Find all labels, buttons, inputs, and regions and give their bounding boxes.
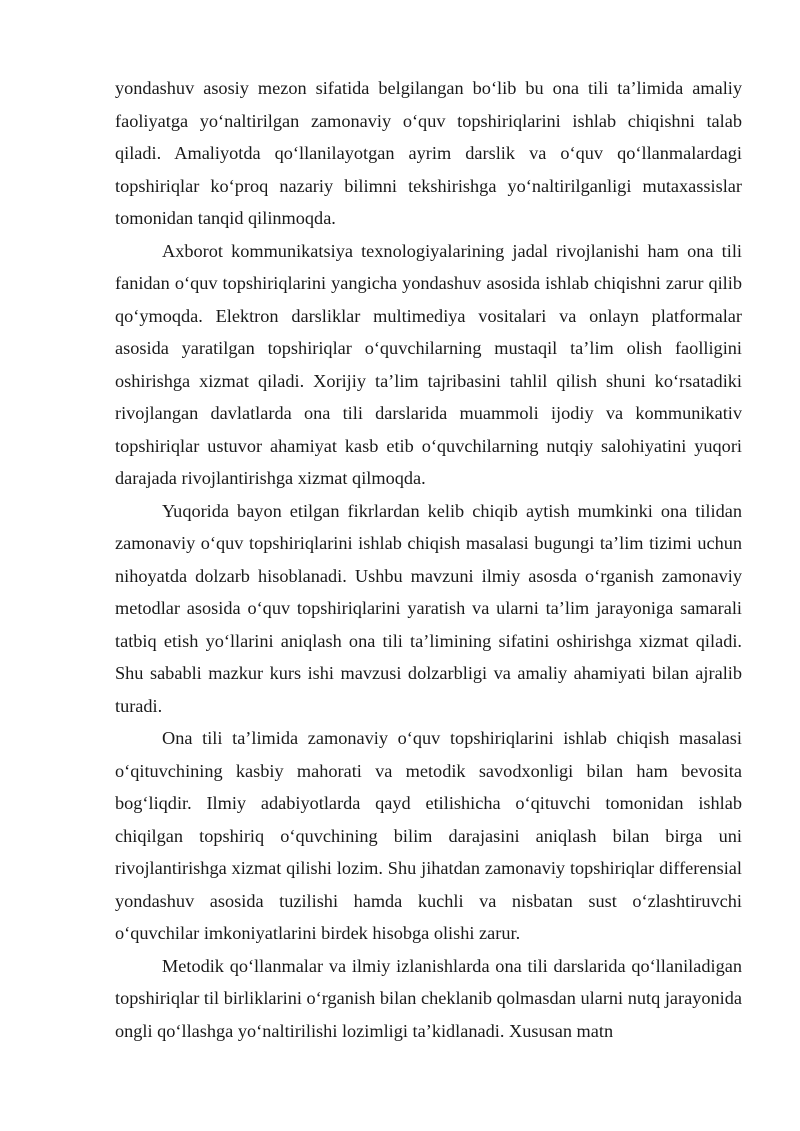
paragraph-1: yondashuv asosiy mezon sifatida belgilangan bo‘lib bu ona tili ta’limida amaliy faoliyatga yo‘naltirilgan zamonaviy o‘quv topshiriqlarini ishlab chiqishni talab qiladi. Amaliyotda qo‘llanilayotgan ayrim darslik va o‘quv qo‘llanmalardagi topshiriqlar ko‘proq nazariy bilimni tekshirishga yo‘naltirilganligi mutaxassislar tomonidan tanqid qilinmoqda. [115, 78, 742, 228]
paragraph-4: Ona tili ta’limida zamonaviy o‘quv topshiriqlarini ishlab chiqish masalasi o‘qituvchining kasbiy mahorati va metodik savodxonligi bilan ham bevosita bog‘liqdir. Ilmiy adabiyotlarda qayd etilishicha o‘qituvchi tomonidan ishlab chiqilgan topshiriq o‘quvchining bilim darajasini aniqlash bilan birga uni rivojlantirishga xizmat qilishi lozim. Shu jihatdan zamonaviy topshiriqlar differensial yondashuv asosida tuzilishi hamda kuchli va nisbatan sust o‘zlashtiruvchi o‘quvchilar imkoniyatlarini birdek hisobga olishi zarur. [115, 728, 742, 943]
document-page [115, 72, 742, 1047]
paragraph-2: Axborot kommunikatsiya texnologiyalarining jadal rivojlanishi ham ona tili fanidan o‘quv topshiriqlarini yangicha yondashuv asosida ishlab chiqishni zarur qilib qo‘ymoqda. Elektron darsliklar multimediya vositalari va onlayn platformalar asosida yaratilgan topshiriqlar o‘quvchilarning mustaqil ta’lim olish faolligini oshirishga xizmat qiladi. Xorijiy ta’lim tajribasini tahlil qilish shuni ko‘rsatadiki rivojlangan davlatlarda ona tili darslarida muammoli ijodiy va kommunikativ topshiriqlar ustuvor ahamiyat kasb etib o‘quvchilarning nutqiy salohiyatini yuqori darajada rivojlantirishga xizmat qilmoqda. [115, 240, 742, 488]
paragraph-5: Metodik qo‘llanmalar va ilmiy izlanishlarda ona tili darslarida qo‘llaniladigan topshiriqlar til birliklarini o‘rganish bilan cheklanib qolmasdan ularni nutq jarayonida ongli qo‘llashga yo‘naltirilishi lozimligi ta’kidlanadi. Xususan matn [115, 955, 742, 1041]
paragraph-3: Yuqorida bayon etilgan fikrlardan kelib chiqib aytish mumkinki ona tilidan zamonaviy o‘quv topshiriqlarini ishlab chiqish masalasi bugungi ta’lim tizimi uchun nihoyatda dolzarb hisoblanadi. Ushbu mavzuni ilmiy asosda o‘rganish zamonaviy metodlar asosida o‘quv topshiriqlarini yaratish va ularni ta’lim jarayoniga samarali tatbiq etish yo‘llarini aniqlash ona tili ta’limining sifatini oshirishga xizmat qiladi. Shu sababli mazkur kurs ishi mavzusi dolzarbligi va amaliy ahamiyati bilan ajralib turadi. [115, 500, 742, 716]
